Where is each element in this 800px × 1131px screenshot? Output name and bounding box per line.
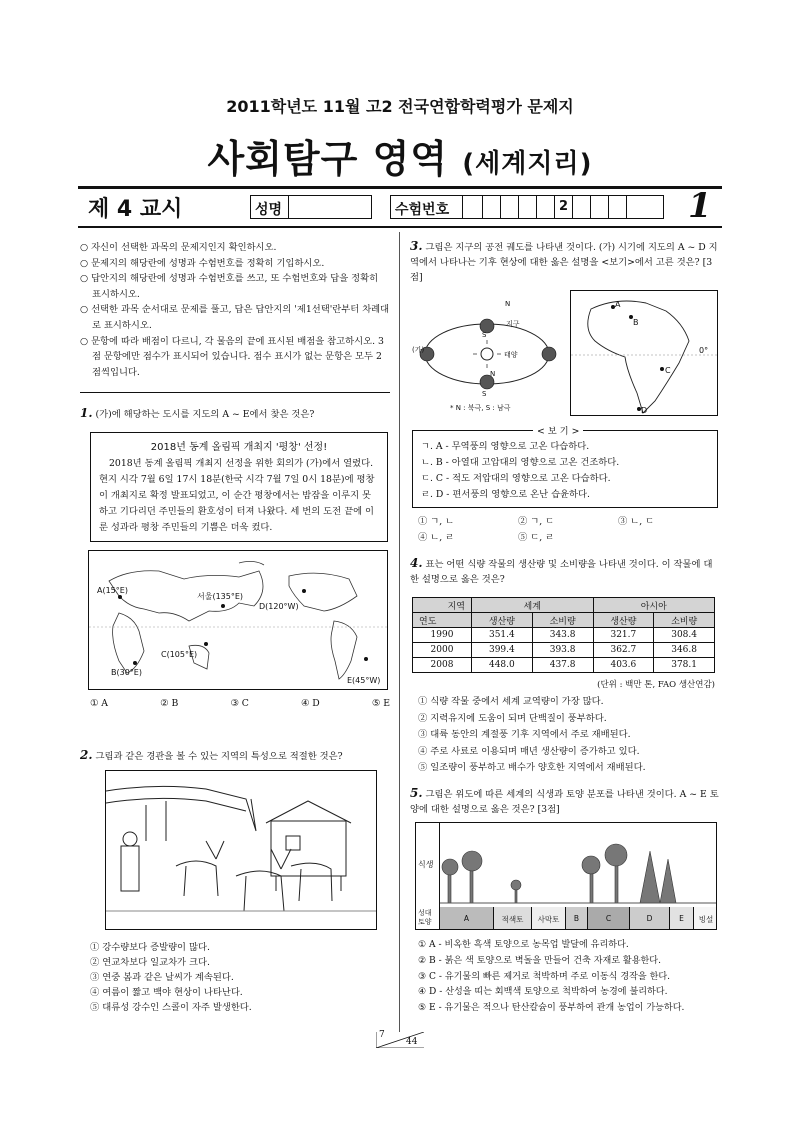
table-corner-bottom: 연도 (413, 613, 472, 628)
table-cell: 343.8 (532, 628, 593, 643)
map-label: 서울(135°E) (197, 592, 244, 601)
q5-vegetation-diagram (415, 822, 717, 930)
title-main: 사회탐구 영역 (207, 137, 448, 181)
bogi-item: ㄱ. A - 무역풍의 영향으로 고온 다습하다. (421, 441, 590, 452)
bogi-title: < 보 기 > (533, 424, 583, 440)
name-label: 성명 (251, 196, 289, 218)
q4-choice[interactable]: ⑤ 일조량이 풍부하고 배수가 양호한 지역에서 재배된다. (418, 762, 646, 773)
soil-label: 빙설 (694, 907, 717, 930)
table-cell: 321.7 (593, 628, 654, 643)
table-col-header: 소비량 (532, 613, 593, 628)
soil-label: C (588, 907, 630, 930)
q2-stem-text: 그림과 같은 경관을 볼 수 있는 지역의 특성으로 적절한 것은? (95, 751, 343, 762)
q3-choice[interactable]: ② ㄱ, ㄷ (518, 516, 555, 527)
page-counter (376, 1032, 424, 1048)
q5-choice[interactable]: ④ D - 산성을 띠는 회백색 토양으로 척박하여 농경에 불리하다. (418, 987, 668, 998)
soil-label: B (566, 907, 588, 930)
page-counter-total: 44 (406, 1037, 418, 1047)
africa-map-label: A (615, 300, 621, 309)
exam-title (0, 128, 800, 183)
orbit-legend: * N : 북극, S : 남극 (450, 404, 511, 412)
table-col-header: 생산량 (593, 613, 654, 628)
exam-number-label: 수험번호 (391, 196, 463, 218)
q4-choice[interactable]: ④ 주로 사료로 이용되며 매년 생산량이 증가하고 있다. (418, 745, 640, 757)
q3-stem (410, 239, 720, 285)
q1-choice[interactable]: ③ C (230, 698, 249, 709)
q4-stem (410, 556, 720, 587)
table-cell: 2000 (413, 643, 472, 658)
soil-label: 사막토 (532, 907, 566, 930)
q2-choice[interactable]: ③ 연중 봄과 같은 날씨가 계속된다. (90, 972, 234, 983)
q4-choice[interactable]: ① 식량 작물 중에서 세계 교역량이 가장 많다. (418, 696, 604, 707)
q5-stem-text: 그림은 위도에 따른 세계의 식생과 토양 분포를 나타낸 것이다. A ~ E 토양에 대한 설명으로 옳은 것은? [3점] (410, 789, 719, 815)
q1-article-text: 2018년 동계 올림픽 개최지 선정을 위한 회의가 (가)에서 열렸다. 현지 시각 7월 6일 17시 18분(한국 시각 7월 7일 0시 18분)에 평창이 개최지로 확정 발표되었고, 이 순간 평창에서는 밤잠을 이루지 못하고 기다리던 주민들의 환호성이 터져 나왔다. 세 번의 도전 끝에 이룬 성과라 평창 주민들의 기쁨은 더욱 컸다. (99, 458, 375, 533)
q5-choice[interactable]: ⑤ E - 유기물은 적으나 탄산칼슘이 풍부하여 관개 농업이 가능하다. (418, 1003, 685, 1014)
table-cell: 403.6 (593, 658, 654, 673)
q2-tundra-illustration (105, 770, 377, 930)
bogi-item: ㄷ. C - 적도 저압대의 영향으로 고온 다습하다. (421, 473, 611, 484)
title-subject: (세계지리) (462, 149, 593, 179)
instructions (80, 240, 390, 380)
table-cell: 2008 (413, 658, 472, 673)
q3-africa-map (570, 290, 718, 416)
instruction-item: ○ 답안지의 해당란에 성명과 수험번호를 쓰고, 또 수험번호와 답을 정확히 표시하시오. (80, 273, 379, 300)
q1-stem-text: (가)에 해당하는 도시를 지도의 A ~ E에서 찾은 것은? (95, 409, 315, 420)
q3-choice[interactable]: ④ ㄴ, ㄹ (418, 532, 455, 543)
africa-map-label: C (665, 366, 671, 375)
map-label: C(105°E) (161, 650, 198, 659)
side-label-soil: 성대 토양 (418, 909, 432, 926)
orbit-label: (가) (412, 346, 425, 354)
soil-band (440, 907, 717, 930)
orbit-label: 태양 (504, 351, 518, 359)
q1-article-title: 2018년 동계 올림픽 개최지 '평창' 선정! (150, 442, 328, 453)
instruction-item: ○ 문항에 따라 배점이 다르니, 각 물음의 끝에 표시된 배점을 참고하시오. 3점 문항에만 점수가 표시되어 있습니다. 점수 표시가 없는 문항은 모두 2점씩입니다. (80, 335, 384, 378)
table-cell: 351.4 (472, 628, 533, 643)
q2-choice[interactable]: ② 연교차보다 일교차가 크다. (90, 957, 210, 968)
q4-unit: (단위 : 백만 톤, FAO 생산연감) (597, 680, 715, 690)
session-label: 제 4 교시 (88, 197, 183, 222)
q3-number: 3. (410, 239, 423, 253)
q1-choices (90, 698, 390, 709)
table-row (413, 658, 715, 673)
soil-label: D (630, 907, 670, 930)
soil-label: E (670, 907, 694, 930)
q5-choice[interactable]: ① A - 비옥한 흑색 토양으로 농목업 발달에 유리하다. (418, 940, 629, 950)
q3-orbit-diagram (412, 296, 562, 414)
table-cell: 1990 (413, 628, 472, 643)
q4-choice[interactable]: ③ 대륙 동안의 계절풍 기후 지역에서 주로 재배된다. (418, 729, 631, 740)
bogi-item: ㄴ. B - 아열대 고압대의 영향으로 고온 건조하다. (421, 457, 620, 468)
q2-choice[interactable]: ① 강수량보다 증발량이 많다. (90, 942, 210, 953)
map-label: B(30°E) (111, 668, 142, 677)
q1-stem (80, 406, 390, 422)
instruction-item: ○ 자신이 선택한 과목의 문제지인지 확인하시오. (80, 242, 277, 253)
q3-choice[interactable]: ① ㄱ, ㄴ (418, 516, 455, 527)
soil-label: A (440, 907, 494, 930)
q3-bogi-box (412, 426, 718, 508)
table-region: 아시아 (593, 598, 715, 613)
africa-map-label: 0° (699, 346, 709, 355)
table-row (413, 643, 715, 658)
table-cell: 437.8 (532, 658, 593, 673)
q1-choice[interactable]: ① A (90, 698, 109, 709)
table-cell: 362.7 (593, 643, 654, 658)
q5-stem (410, 786, 722, 817)
table-cell: 346.8 (654, 643, 715, 658)
q1-article-box (90, 432, 388, 542)
table-cell: 308.4 (654, 628, 715, 643)
name-box (250, 195, 372, 219)
q4-number: 4. (410, 556, 423, 570)
name-field (289, 196, 371, 218)
side-label-vegetation: 식생 (418, 860, 434, 869)
header-rule-bottom (78, 226, 722, 228)
q1-world-map (88, 550, 388, 690)
header-rule-top (78, 186, 722, 189)
africa-map-label: B (633, 318, 639, 327)
map-label: E(45°W) (347, 676, 381, 685)
q3-choice[interactable]: ③ ㄴ, ㄷ (618, 516, 655, 527)
instruction-item: ○ 문제지의 해당란에 성명과 수험번호를 정확히 기입하시오. (80, 257, 325, 269)
q1-number: 1. (80, 406, 93, 420)
column-divider (399, 232, 400, 1032)
q5-number: 5. (410, 786, 423, 800)
table-cell: 393.8 (532, 643, 593, 658)
q4-choice[interactable]: ② 지력유지에 도움이 되며 단백질이 풍부하다. (418, 712, 607, 724)
exam-subtitle: 2011학년도 11월 고2 전국연합학력평가 문제지 (226, 97, 574, 116)
table-col-header: 생산량 (472, 613, 533, 628)
table-col-header: 소비량 (654, 613, 715, 628)
q2-choice[interactable]: ④ 여름이 짧고 백야 현상이 나타난다. (90, 987, 243, 998)
q2-number: 2. (80, 748, 93, 762)
page-number: 1 (688, 186, 712, 226)
q3-stem-text: 그림은 지구의 공전 궤도를 나타낸 것이다. (가) 시기에 지도의 A ~ D 지역에서 나타나는 기후 현상에 대한 옳은 설명을 <보기>에서 고른 것은? [3점] (410, 242, 718, 283)
q3-choices (418, 514, 718, 546)
q1-choice[interactable]: ④ D (301, 698, 320, 709)
table-row (413, 628, 715, 643)
q5-choice[interactable]: ③ C - 유기물의 빠른 제거로 척박하며 주로 이동식 경작을 한다. (418, 971, 671, 982)
q4-choices (418, 694, 723, 777)
q5-choice[interactable]: ② B - 붉은 색 토양으로 벽돌을 만들어 건축 자재로 활용한다. (418, 955, 661, 966)
page-counter-current: 7 (379, 1030, 385, 1040)
orbit-label: 지구 (506, 320, 520, 328)
orbit-label: S (482, 331, 487, 339)
soil-label: 적색토 (494, 907, 532, 930)
bogi-item: ㄹ. D - 편서풍의 영향으로 온난 습윤하다. (421, 489, 590, 500)
q2-stem (80, 748, 390, 764)
table-cell: 399.4 (472, 643, 533, 658)
orbit-label: N (505, 300, 511, 308)
map-label: D(120°W) (259, 602, 299, 611)
q5-choices (418, 938, 723, 1017)
table-cell: 448.0 (472, 658, 533, 673)
q2-choices (90, 940, 390, 1015)
q4-table (412, 597, 715, 673)
table-corner-top: 지역 (413, 598, 472, 613)
q3-choice[interactable]: ⑤ ㄷ, ㄹ (518, 532, 555, 543)
q2-choice[interactable]: ⑤ 대류성 강수인 스콜이 자주 발생한다. (90, 1002, 252, 1013)
africa-map-label: D (641, 406, 648, 415)
exam-number-digit: 2 (555, 196, 573, 218)
q1-choice[interactable]: ② B (160, 698, 179, 709)
instructions-rule (80, 392, 390, 393)
exam-number-box (390, 195, 664, 219)
q4-stem-text: 표는 어떤 식량 작물의 생산량 및 소비량을 나타낸 것이다. 이 작물에 대한 설명으로 옳은 것은? (410, 559, 713, 585)
map-label: A(15°E) (97, 586, 128, 595)
table-region: 세계 (472, 598, 594, 613)
table-cell: 378.1 (654, 658, 715, 673)
orbit-label: S (482, 390, 487, 398)
q1-choice[interactable]: ⑤ E (371, 698, 390, 709)
instruction-item: ○ 선택한 과목 순서대로 문제를 풀고, 답은 답안지의 '제1선택'란부터 차례대로 표시하시오. (80, 304, 390, 331)
orbit-label: N (490, 370, 496, 378)
